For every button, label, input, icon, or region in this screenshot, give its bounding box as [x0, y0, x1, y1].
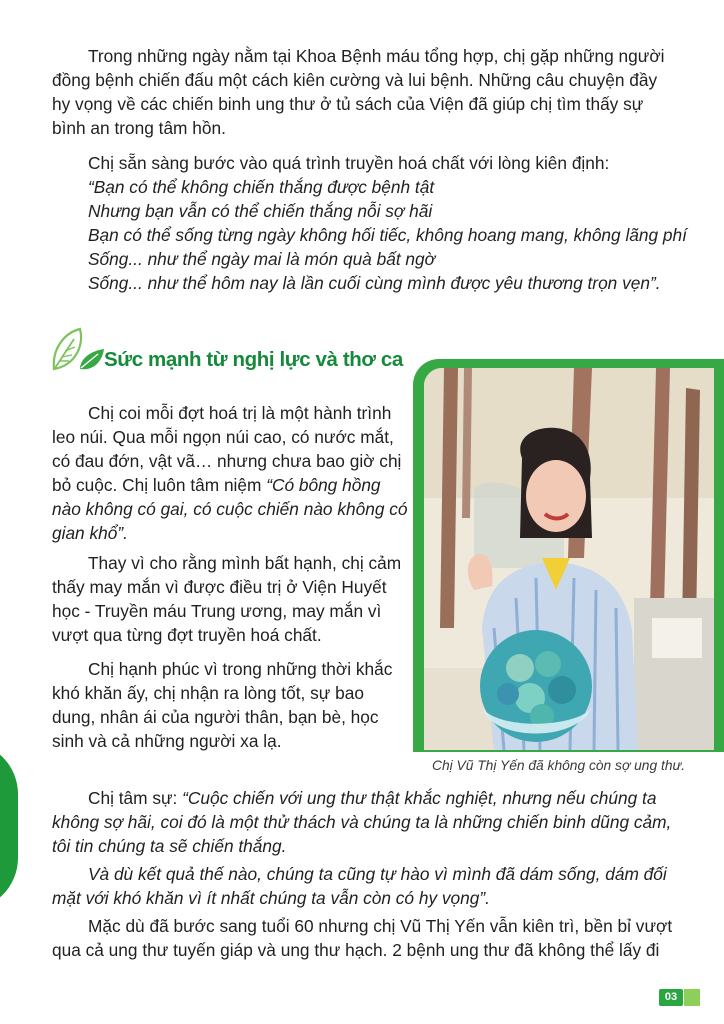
closing-intro: Chị tâm sự: [88, 788, 183, 808]
closing-line-4: Và dù kết quả thế nào, chúng ta cũng tự hào vì mình đã dám sống, dám đối [88, 864, 667, 884]
col-line-2: leo núi. Qua mỗi ngọn núi cao, có nước mắt, [52, 427, 394, 447]
intro-line-5: Chị sẵn sàng bước vào quá trình truyền hoá chất với lòng kiên định: [88, 153, 610, 173]
poem-line-1: “Bạn có thể không chiến thắng được bệnh tật [88, 177, 435, 197]
portrait-photo [424, 368, 714, 750]
poem-line-4: Sống... như thể ngày mai là món quà bất ngờ [88, 249, 436, 269]
intro-line-1: Trong những ngày nằm tại Khoa Bệnh máu tổng hợp, chị gặp những người [88, 46, 665, 66]
col-line-1: Chị coi mỗi đợt hoá trị là một hành trình [88, 403, 392, 423]
closing-line-5: mặt với khó khăn vì ít nhất chúng ta vẫn còn có hy vọng”. [52, 888, 490, 908]
intro-line-2: đồng bệnh chiến đấu một cách kiên cường và lui bệnh. Những câu chuyện đầy [52, 70, 658, 90]
col-line-12: khó khăn ấy, chị nhận ra lòng tốt, sự bao [52, 683, 364, 703]
col-line-3: có đau đớn, vật vã… nhưng chưa bao giờ chị [52, 451, 402, 471]
col-line-14: sinh và cả những người xa lạ. [52, 731, 282, 751]
decorative-arc [0, 742, 18, 910]
col-line-5: nào không có gai, có cuộc chiến nào không có [52, 499, 408, 519]
closing-line-6: Mặc dù đã bước sang tuổi 60 nhưng chị Vũ Thị Yến vẫn kiên trì, bền bỉ vượt [88, 916, 673, 936]
col-line-8: thấy may mắn vì được điều trị ở Viện Huyết [52, 577, 387, 597]
col-line-6: gian khổ”. [52, 523, 128, 543]
col-line-7: Thay vì cho rằng mình bất hạnh, chị cảm [88, 553, 402, 573]
closing-line-2: không sợ hãi, coi đó là một thử thách và chúng ta là những chiến binh dũng cảm, [52, 812, 672, 832]
page-number-accent [684, 989, 700, 1006]
leaf-icon [50, 325, 108, 375]
col-line-4 [52, 474, 381, 498]
closing-quote-start: “Cuộc chiến với ung thư thật khắc nghiệt, nhưng nếu chúng ta [182, 788, 657, 808]
col-line-4-text: bỏ cuộc. Chị luôn tâm niệm [52, 475, 267, 495]
poem-line-3: Bạn có thể sống từng ngày không hối tiếc, không hoang mang, không lãng phí [88, 225, 687, 245]
intro-line-4: bình an trong tâm hồn. [52, 118, 226, 138]
poem-line-5: Sống... như thể hôm nay là lần cuối cùng mình được yêu thương trọn vẹn”. [88, 273, 661, 293]
section-heading: Sức mạnh từ nghị lực và thơ ca [104, 348, 403, 371]
closing-line-7: qua cả ung thư tuyến giáp và ung thư hạch. 2 bệnh ung thư đã không thể lấy đi [52, 940, 660, 960]
closing-line-3: tôi tin chúng ta sẽ chiến thắng. [52, 836, 287, 856]
photo-caption: Chị Vũ Thị Yến đã không còn sợ ung thư. [432, 758, 686, 773]
closing-line-1 [52, 787, 656, 811]
col-line-9: học - Truyền máu Trung ương, may mắn vì [52, 601, 382, 621]
col-line-10: vượt qua từng đợt truyền hoá chất. [52, 625, 322, 645]
intro-line-3: hy vọng về các chiến binh ung thư ở tủ sách của Viện đã giúp chị tìm thấy sự [52, 94, 644, 114]
col-line-13: dung, nhân ái của người thân, bạn bè, học [52, 707, 379, 727]
col-line-11: Chị hạnh phúc vì trong những thời khắc [88, 659, 393, 679]
page-number: 03 [659, 989, 683, 1006]
poem-line-2: Nhưng bạn vẫn có thể chiến thắng nỗi sợ hãi [88, 201, 433, 221]
col-quote-start: “Có bông hồng [266, 475, 381, 495]
